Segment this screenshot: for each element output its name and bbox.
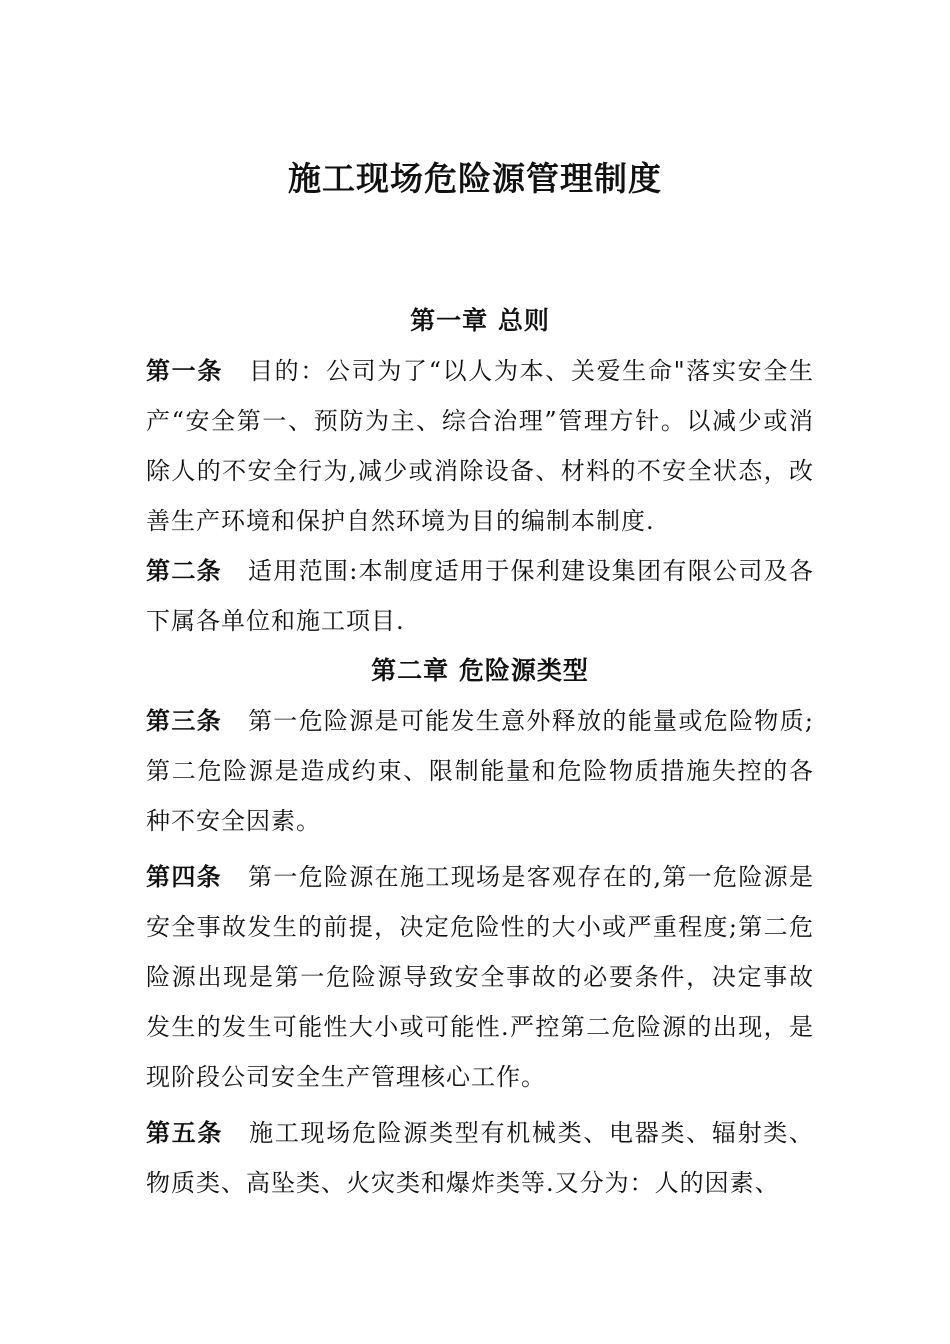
article-2 — [146, 546, 814, 646]
article-label: 第四条 — [146, 863, 223, 891]
chapter-heading: 第二章 危险源类型 — [371, 656, 589, 685]
article-label: 第二条 — [146, 557, 222, 585]
article-4 — [146, 852, 814, 1102]
article-text: 适用范围:本制度适用于保利建设集团有限公司及各下属各单位和施工项目. — [146, 557, 814, 635]
article-text: 第一危险源是可能发生意外释放的能量或危险物质;第二危险源是造成约束、限制能量和危险物质措施失控的各种不安全因素。 — [146, 707, 814, 835]
article-text: 第一危险源在施工现场是客观存在的,第一危险源是安全事故发生的前提，决定危险性的大小或严重程度;第二危险源出现是第一危险源导致安全事故的必要条件，决定事故发生的发生可能性大小或可能性.严控第二危险源的出现，是现阶段公司安全生产管理核心工作。 — [146, 863, 814, 1091]
article-3 — [146, 696, 814, 846]
article-text: 目的：公司为了“以人为本、关爱生命"落实安全生产“安全第一、预防为主、综合治理”管理方针。以减少或消除人的不安全行为,减少或消除设备、材料的不安全状态，改善生产环境和保护自然环境为目的编制本制度. — [146, 357, 815, 535]
document-title: 施工现场危险源管理制度 — [288, 159, 662, 198]
document-body — [146, 296, 814, 1208]
article-label: 第一条 — [146, 357, 224, 385]
article-label: 第三条 — [146, 707, 222, 735]
article-1 — [146, 346, 814, 546]
chapter-heading: 第一章 总则 — [410, 306, 550, 335]
article-label: 第五条 — [146, 1119, 224, 1147]
article-text: 施工现场危险源类型有机械类、电器类、辐射类、物质类、高坠类、火灾类和爆炸类等.又分为：人的因素、 — [146, 1119, 814, 1197]
article-5 — [146, 1108, 814, 1208]
